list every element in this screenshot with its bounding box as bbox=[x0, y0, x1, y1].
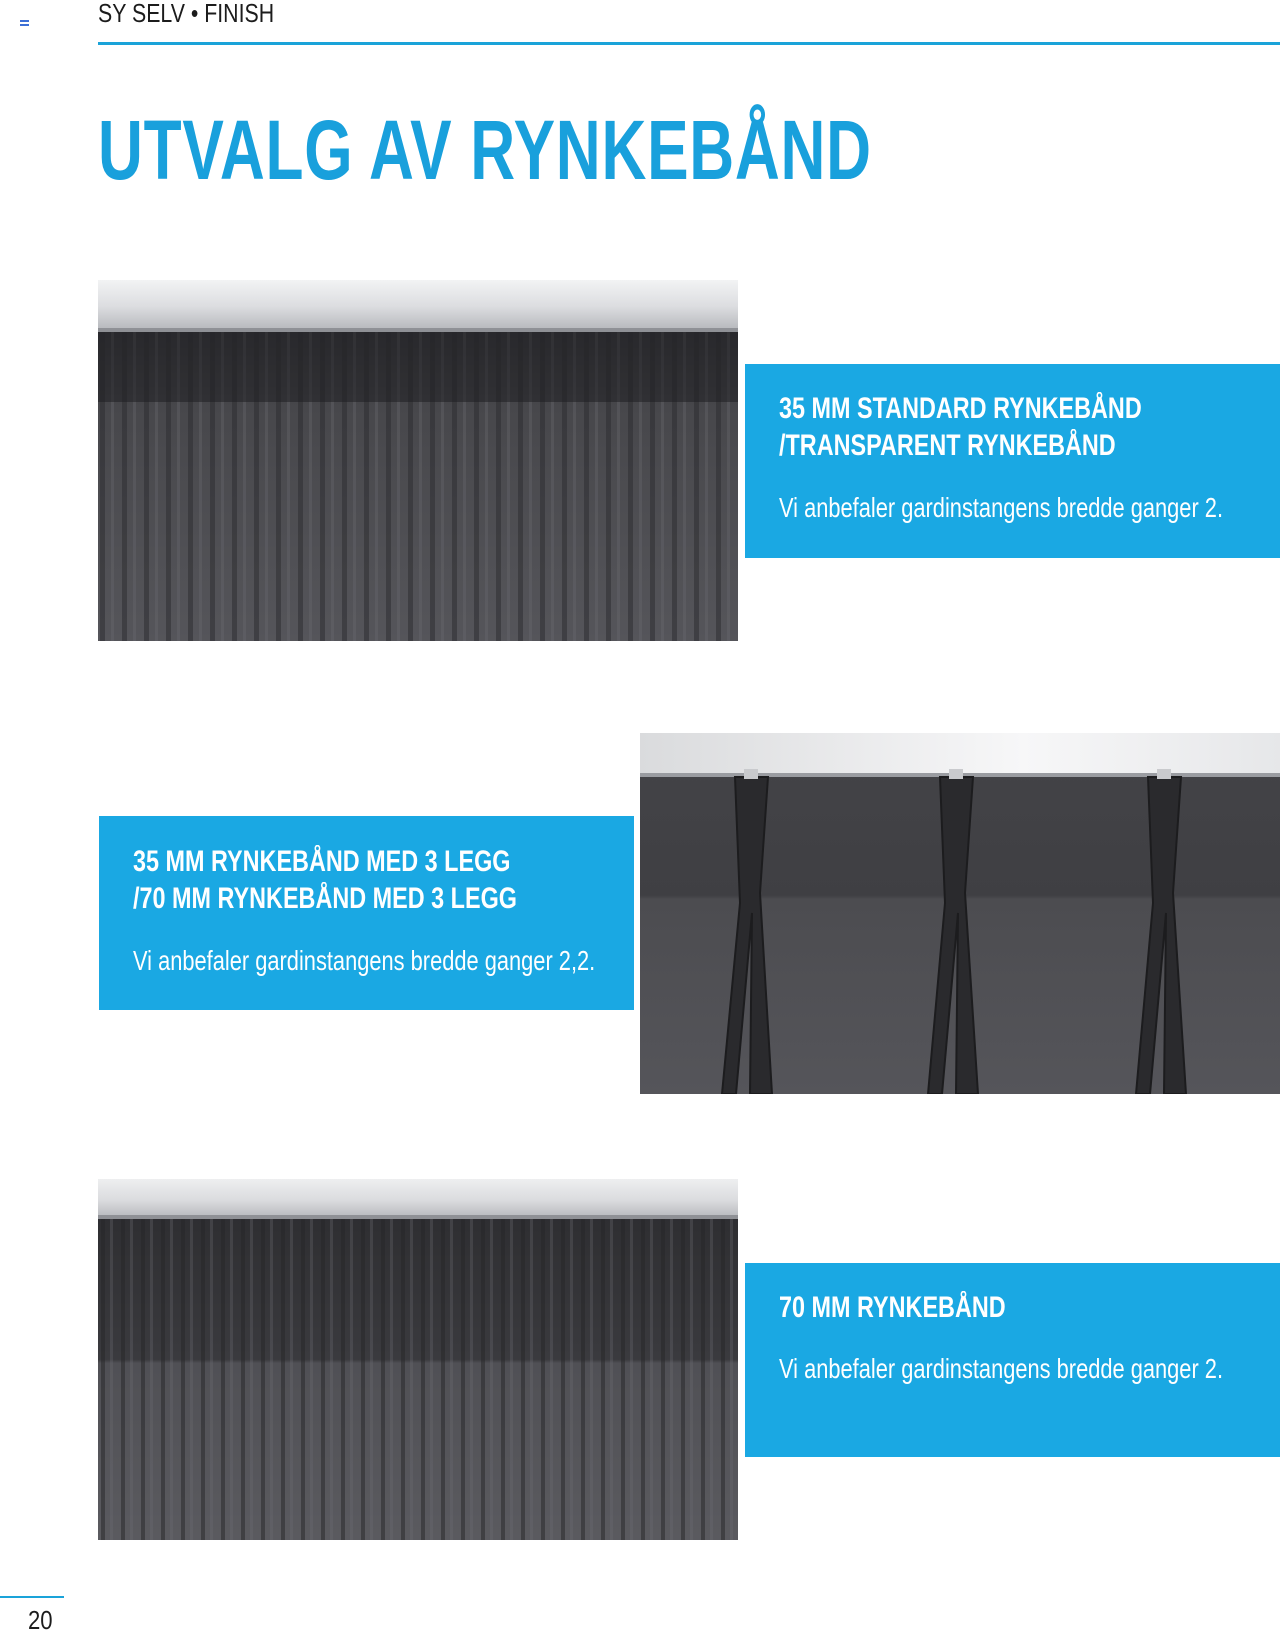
section-heading: /70 MM RYNKEBÅND MED 3 LEGG bbox=[133, 882, 517, 915]
section-heading: 35 MM RYNKEBÅND MED 3 LEGG bbox=[133, 845, 511, 878]
section-text: Vi anbefaler gardinstangens bredde ganger 2. bbox=[779, 492, 1224, 523]
breadcrumb: SY SELV • FINISH bbox=[98, 0, 275, 28]
page-number: 20 bbox=[28, 1605, 53, 1635]
header-divider bbox=[98, 42, 1280, 45]
section-text: Vi anbefaler gardinstangens bredde ganger 2. bbox=[779, 1353, 1224, 1384]
info-box-70mm bbox=[745, 1263, 1280, 1457]
section-heading: 35 MM STANDARD RYNKEBÅND bbox=[779, 392, 1142, 425]
curtain-photo-three-fold bbox=[640, 733, 1280, 1094]
section-heading: /TRANSPARENT RYNKEBÅND bbox=[779, 429, 1116, 462]
info-box-standard bbox=[745, 364, 1280, 558]
curtain-photo-70mm bbox=[98, 1179, 738, 1540]
section-text: Vi anbefaler gardinstangens bredde ganger 2,2. bbox=[133, 945, 596, 976]
page-title: UTVALG AV RYNKEBÅND bbox=[98, 103, 872, 197]
footer-divider bbox=[0, 1596, 64, 1598]
info-box-three-fold bbox=[99, 816, 634, 1010]
curtain-photo-standard bbox=[98, 280, 738, 641]
section-heading: 70 MM RYNKEBÅND bbox=[779, 1291, 1006, 1324]
corner-mark bbox=[20, 20, 29, 26]
